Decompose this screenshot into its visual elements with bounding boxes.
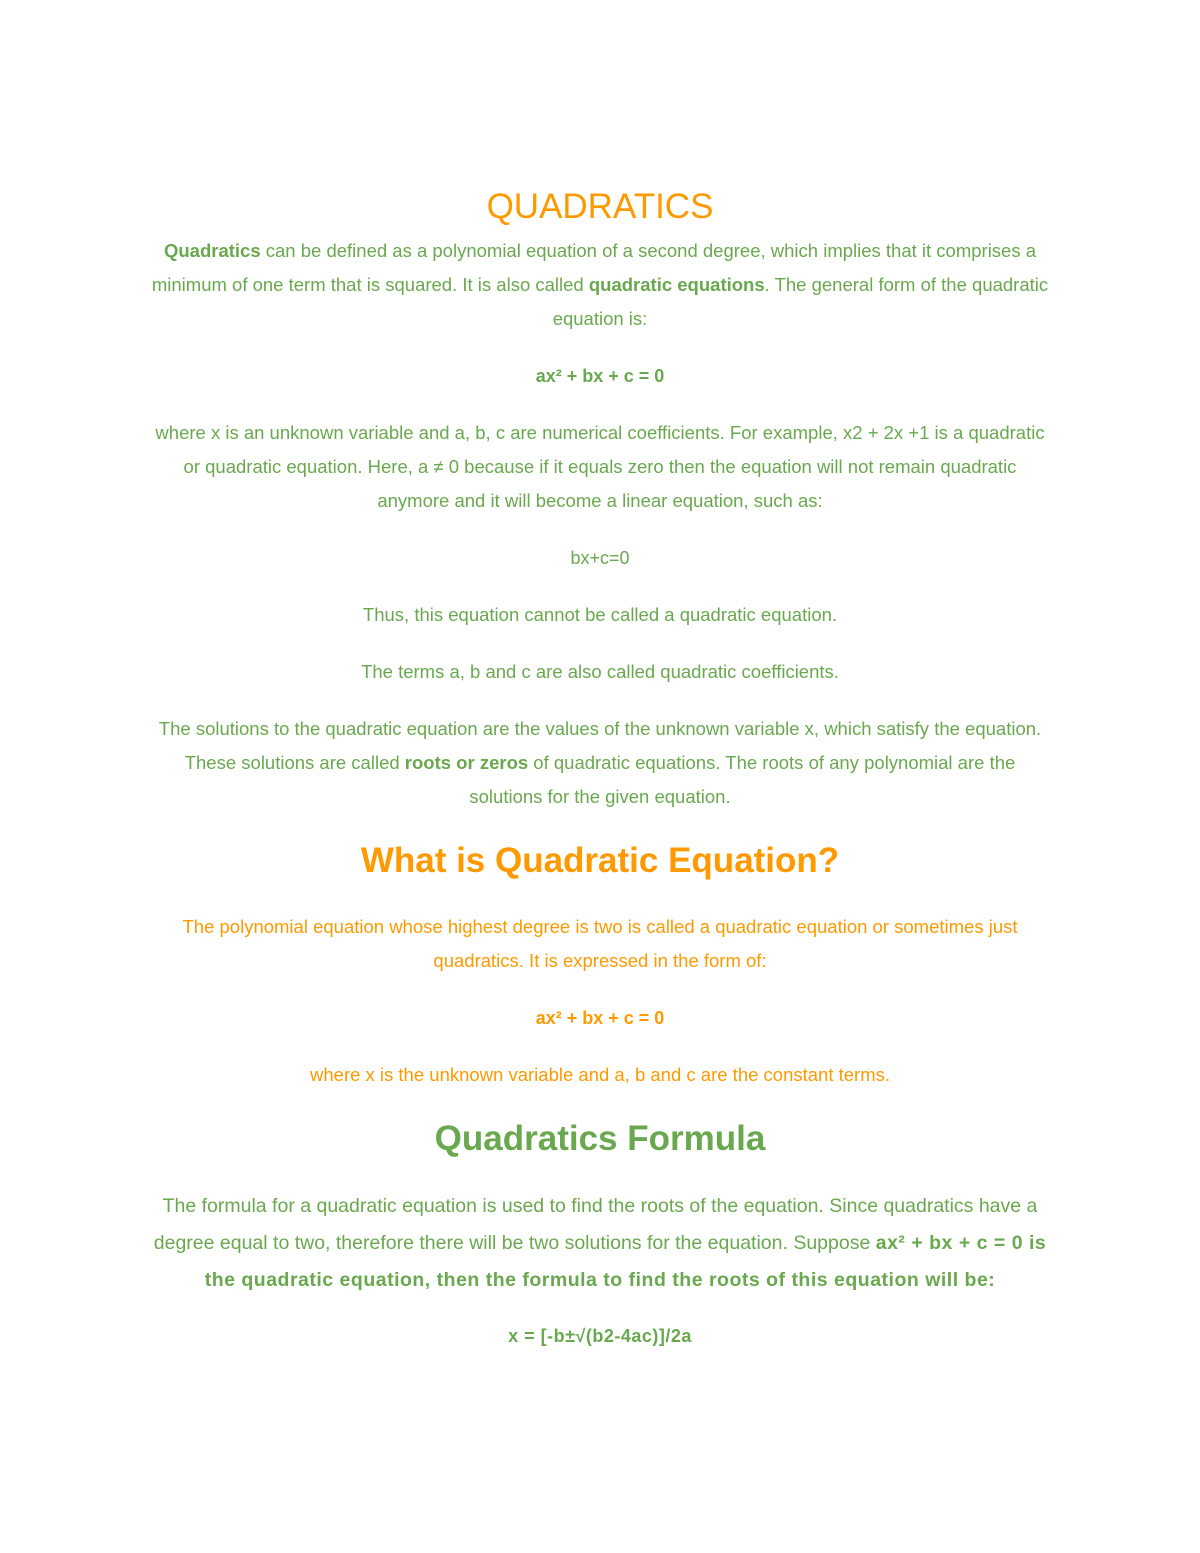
intro-paragraph [148, 234, 1052, 336]
what-is-equation: ax² + bx + c = 0 [535, 1008, 665, 1028]
intro-text-2: . The general form of the quadratic equation is: [552, 274, 1049, 329]
coefficients-line: The terms a, b and c are also called quadratic coefficients. [361, 661, 839, 682]
formula-bold-text: ax² + bx + c = 0 is the quadratic equation, then the formula to find the roots of this equation will be: [204, 1232, 1047, 1291]
what-is-paragraph: The polynomial equation whose highest degree is two is called a quadratic equation or sometimes just quadratics. It is expressed in the form of: [182, 916, 1018, 971]
solutions-text-1: The solutions to the quadratic equation are the values of the unknown variable x, which satisfy the equation. These solutions are called [158, 718, 1042, 773]
intro-bold-term-2: quadratic equations [588, 274, 765, 295]
quadratic-formula: x = [-b±√(b2-4ac)]/2a [508, 1326, 692, 1346]
formula-text-1: The formula for a quadratic equation is used to find the roots of the equation. Since quadratics have a degree equal to two, therefore there will be two solutions for the equation. Suppose [153, 1195, 1038, 1254]
formula-paragraph [148, 1188, 1052, 1299]
explanation-paragraph: where x is an unknown variable and a, b, c are numerical coefficients. For example, x2 + 2x +1 is a quadratic or quadratic equation. Here, a ≠ 0 because if it equals zero then the equation will not remain quadratic anymore and it will become a linear equation, such as: [155, 422, 1045, 511]
intro-text-1: can be defined as a polynomial equation of a second degree, which implies that it comprises a minimum of one term that is squared. It is also called [151, 240, 1037, 295]
linear-form-equation: bx+c=0 [570, 548, 630, 568]
formula-heading: Quadratics Formula [434, 1119, 766, 1158]
what-is-heading: What is Quadratic Equation? [360, 841, 840, 880]
solutions-bold-term: roots or zeros [404, 752, 529, 773]
document-page [148, 186, 1052, 1376]
page-title: QUADRATICS [486, 187, 714, 226]
solutions-paragraph [148, 712, 1052, 814]
intro-bold-term: Quadratics [163, 240, 261, 261]
thus-line: Thus, this equation cannot be called a quadratic equation. [362, 604, 838, 625]
what-is-note: where x is the unknown variable and a, b and c are the constant terms. [310, 1064, 890, 1085]
solutions-text-2: of quadratic equations. The roots of any polynomial are the solutions for the given equation. [469, 752, 1016, 807]
general-form-equation: ax² + bx + c = 0 [535, 366, 665, 386]
